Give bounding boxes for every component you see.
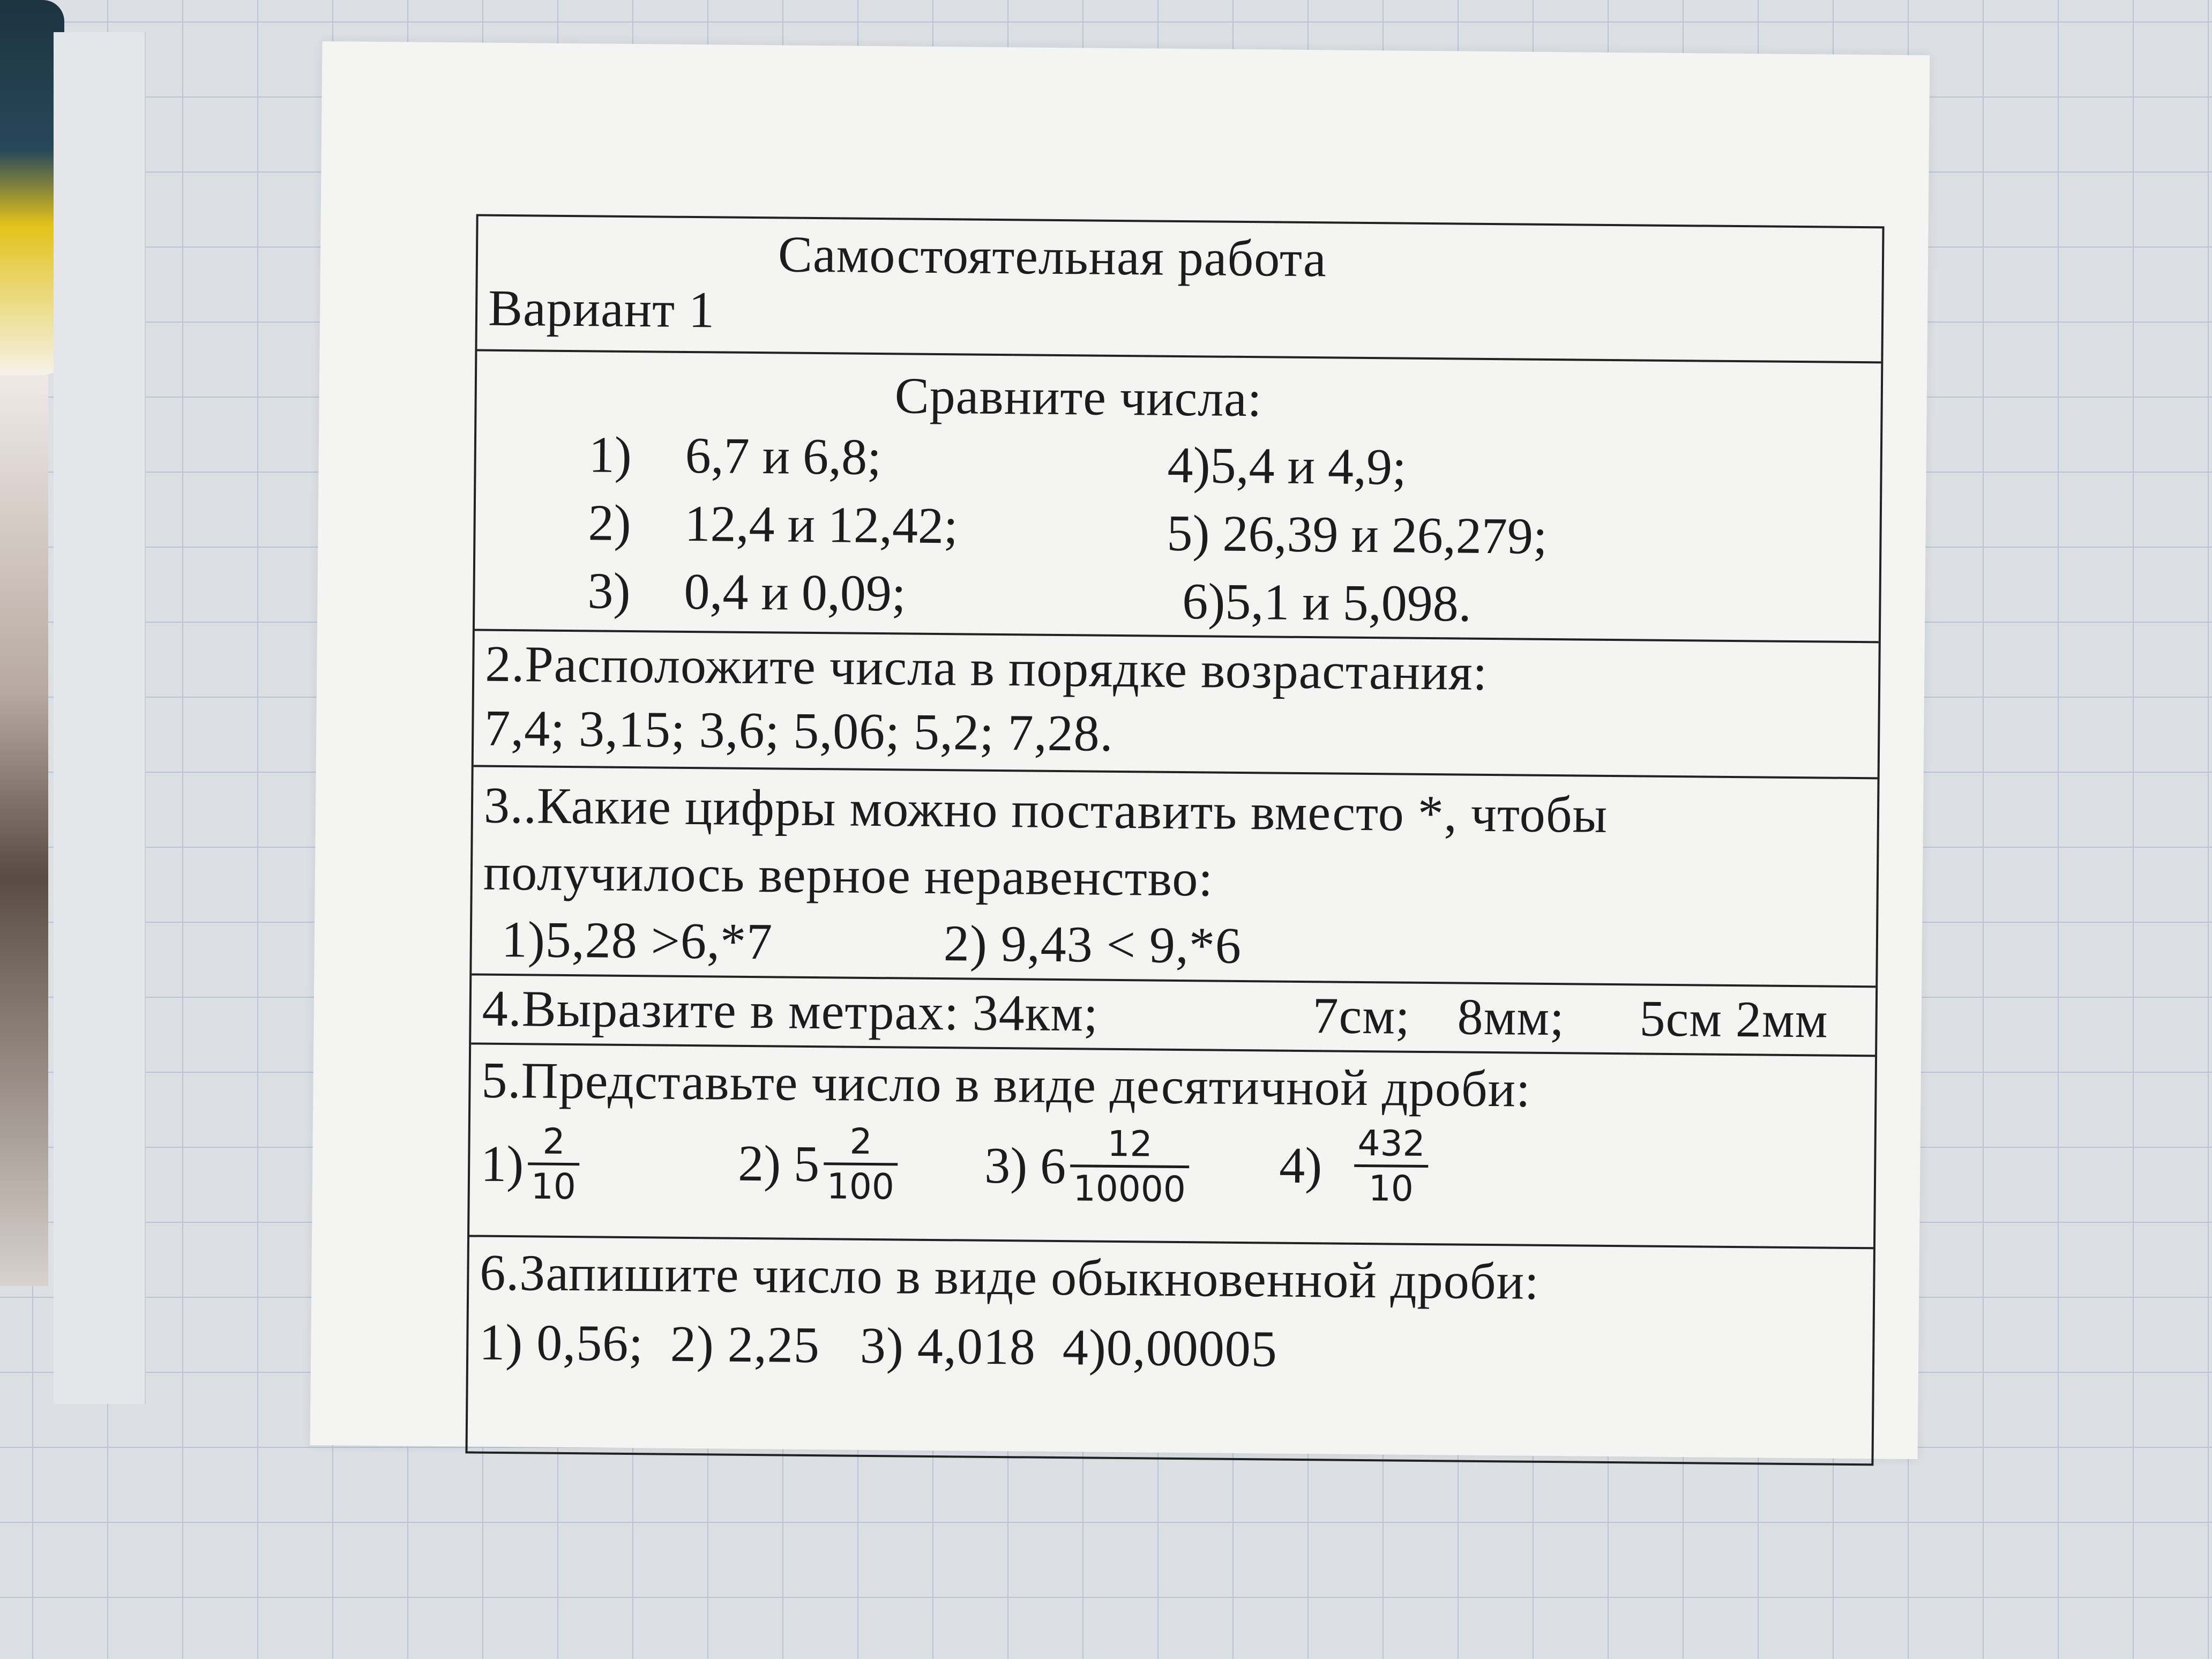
- task-6: [468, 1237, 1873, 1463]
- notebook-edge: [54, 32, 146, 1404]
- fraction: $\frac{12}{10000}$: [1070, 1122, 1189, 1210]
- task-3-example-1: 1)5,28 >6,*7: [501, 910, 773, 970]
- task-5-heading: 5.Представьте число в виде десятичной дроби:: [481, 1051, 1531, 1118]
- task-4-value-3: 5см 2мм: [1639, 989, 1828, 1049]
- task-1: [475, 352, 1881, 644]
- list-item: 1) 6,7 и 6,8;: [588, 425, 882, 486]
- task-4-value-2: 8мм;: [1457, 988, 1565, 1047]
- task-6-heading: 6.Запишите число в виде обыкновенной дроби:: [479, 1243, 1540, 1310]
- fraction-item: 1) $\frac{2}{10}$: [481, 1120, 584, 1208]
- list-item: 2) 12,4 и 12,42;: [588, 494, 959, 555]
- fraction: $\frac{2}{10}$: [527, 1120, 579, 1208]
- task-3-line-2: получилось верное неравенство:: [483, 843, 1214, 907]
- task-4: [471, 975, 1875, 1057]
- fraction-item: 3) 6 $\frac{12}{10000}$: [984, 1122, 1194, 1211]
- list-item: 3) 0,4 и 0,09;: [587, 562, 907, 622]
- list-item: 6)5,1 и 5,098.: [1182, 572, 1472, 632]
- fraction: $\frac{2}{100}$: [823, 1120, 898, 1208]
- variant-label: Вариант 1: [488, 279, 715, 339]
- task-2-numbers: 7,4; 3,15; 3,6; 5,06; 5,2; 7,28.: [484, 699, 1114, 762]
- task-4-value-1: 7см;: [1312, 987, 1411, 1045]
- task-6-items: 1) 0,56; 2) 2,25 3) 4,018 4)0,00005: [479, 1313, 1278, 1378]
- task-3-example-2: 2) 9,43 < 9,*6: [943, 914, 1242, 974]
- fraction-item: 2) 5 $\frac{2}{100}$: [738, 1119, 902, 1208]
- fraction: $\frac{432}{10}$: [1354, 1122, 1429, 1210]
- task-2: [474, 631, 1879, 779]
- task-3: [472, 767, 1877, 988]
- task-1-heading: Сравните числа:: [894, 367, 1262, 428]
- fraction-item: 4) $\frac{432}{10}$: [1279, 1122, 1433, 1210]
- task-5: [469, 1044, 1875, 1249]
- task-3-line-1: 3..Какие цифры можно поставить вместо *, чтобы: [483, 776, 1608, 843]
- task-4-text: 4.Выразите в метрах: 34км;: [482, 979, 1099, 1042]
- background-strip: [0, 375, 48, 1286]
- worksheet-title: Самостоятельная работа: [778, 225, 1327, 288]
- header-row: [477, 216, 1882, 364]
- list-item: 4)5,4 и 4,9;: [1167, 436, 1407, 496]
- paper-sheet: [310, 41, 1930, 1459]
- worksheet-table: [466, 214, 1885, 1466]
- task-2-heading: 2.Расположите числа в порядке возрастания:: [484, 634, 1488, 701]
- list-item: 5) 26,39 и 26,279;: [1167, 504, 1548, 565]
